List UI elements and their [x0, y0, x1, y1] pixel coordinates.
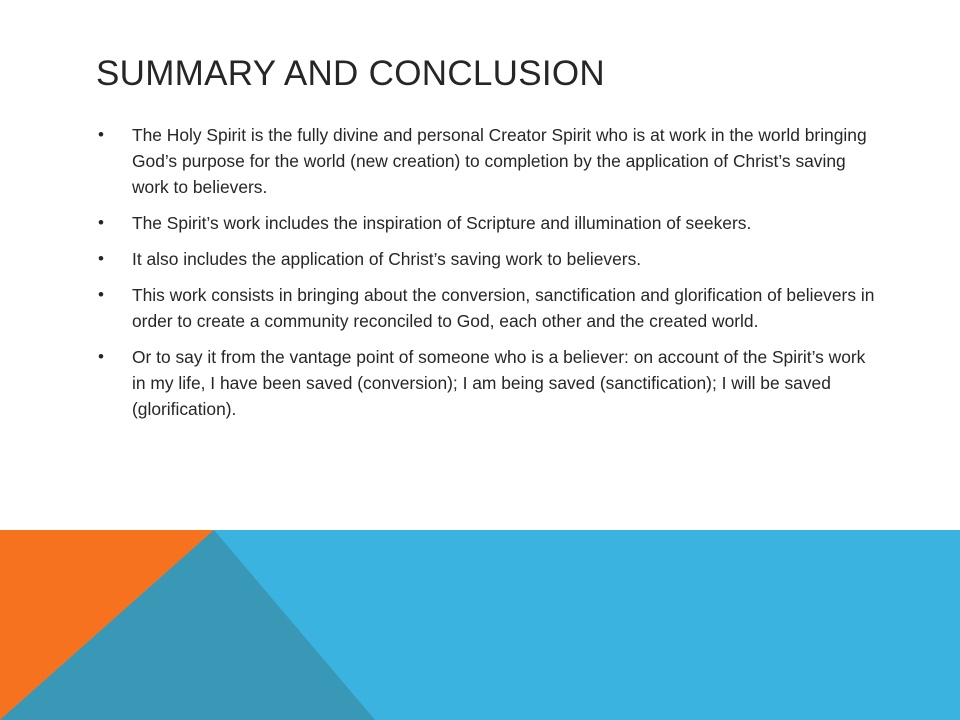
bullet-item	[96, 344, 876, 422]
bullet-item	[96, 210, 876, 236]
bullet-item	[96, 122, 876, 200]
bullet-list	[96, 122, 876, 432]
decorative-footer-band	[0, 530, 960, 720]
bullet-dot-icon: •	[98, 347, 104, 366]
bullet-dot-icon: •	[98, 249, 104, 268]
slide-title: SUMMARY AND CONCLUSION	[96, 54, 606, 93]
bullet-text: Or to say it from the vantage point of someone who is a believer: on account of the Spirit’s work in my life, I have been saved (conversion); I am being saved (sanctification); I will be saved (glorification).	[132, 347, 866, 419]
bullet-dot-icon: •	[98, 213, 104, 232]
bullet-item	[96, 282, 876, 334]
bullet-text: It also includes the application of Christ’s saving work to believers.	[132, 249, 642, 269]
bullet-text: This work consists in bringing about the conversion, sanctification and glorification of believers in order to create a community reconciled to God, each other and the created world.	[132, 285, 875, 331]
bullet-text: The Spirit’s work includes the inspiration of Scripture and illumination of seekers.	[132, 213, 752, 233]
bullet-dot-icon: •	[98, 125, 104, 144]
bullet-item	[96, 246, 876, 272]
bullet-text: The Holy Spirit is the fully divine and personal Creator Spirit who is at work in the world bringing God’s purpose for the world (new creation) to completion by the application of Christ’s saving work to believers.	[132, 125, 867, 197]
bullet-dot-icon: •	[98, 285, 104, 304]
